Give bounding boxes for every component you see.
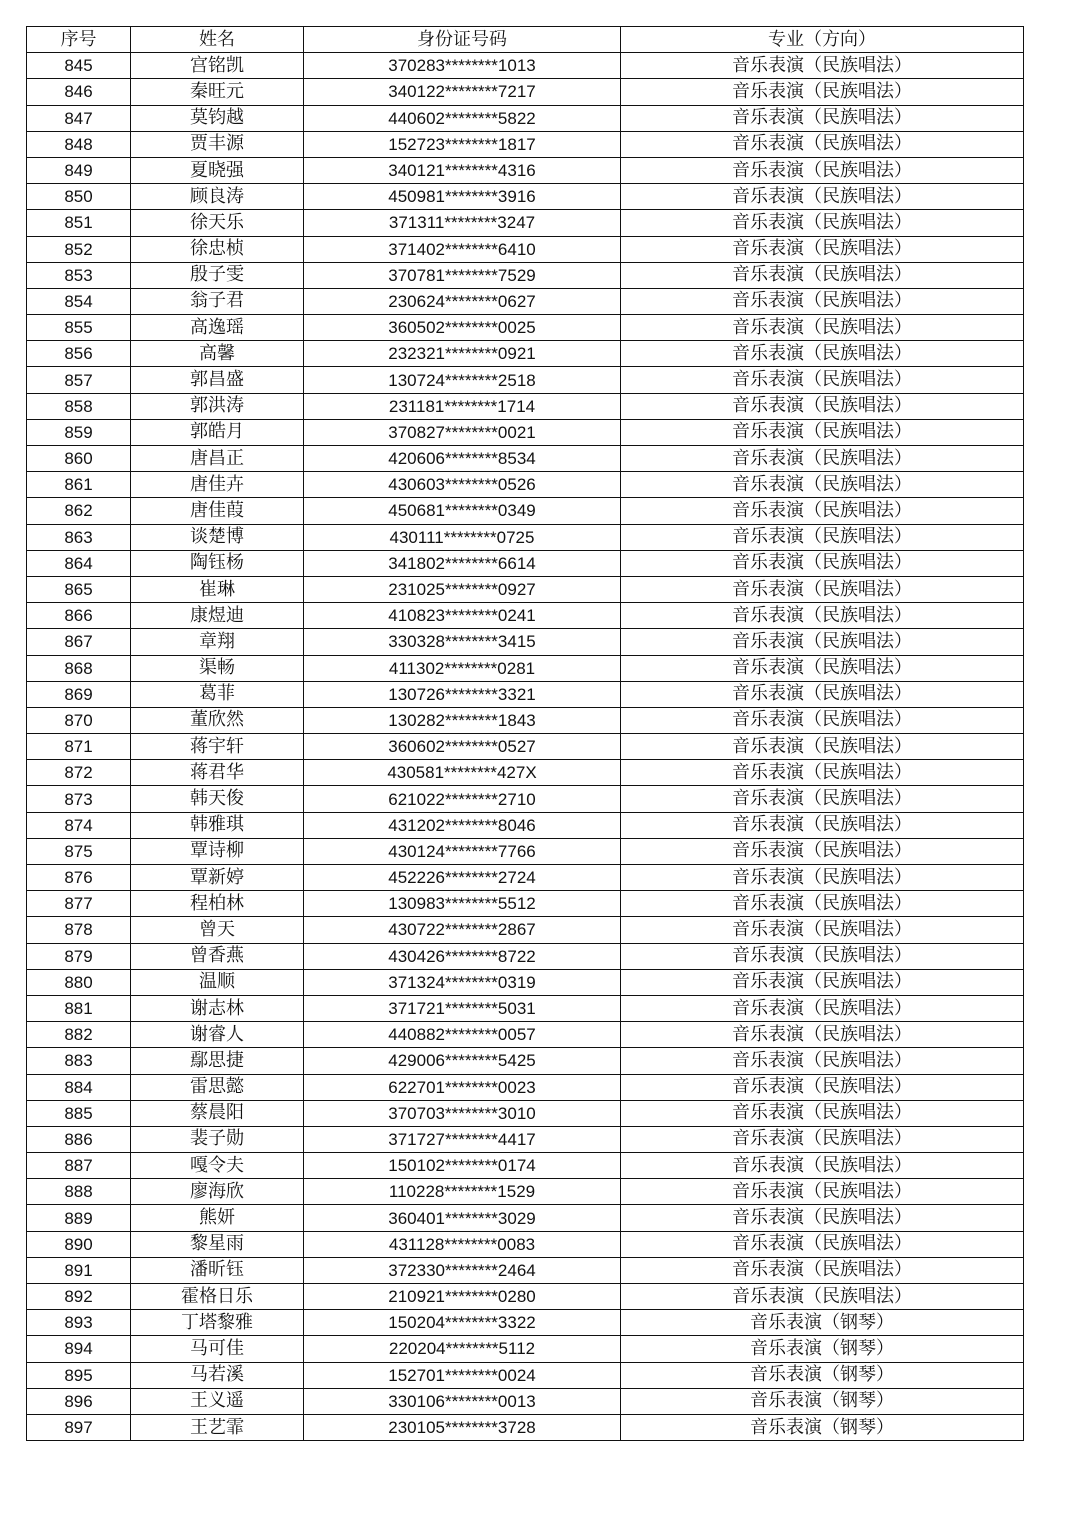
cell-id-number: 431202********8046 [304,812,621,838]
cell-serial-number: 849 [27,157,131,183]
cell-major: 音乐表演（民族唱法） [621,865,1024,891]
cell-id-number: 430722********2867 [304,917,621,943]
cell-name: 廖海欣 [131,1179,304,1205]
header-serial-number: 序号 [27,27,131,53]
cell-major: 音乐表演（民族唱法） [621,891,1024,917]
table-row [27,1388,1024,1414]
cell-name: 熊妍 [131,1205,304,1231]
cell-id-number: 430111********0725 [304,524,621,550]
cell-serial-number: 864 [27,550,131,576]
table-row [27,1310,1024,1336]
cell-major: 音乐表演（民族唱法） [621,184,1024,210]
table-row [27,891,1024,917]
cell-id-number: 450681********0349 [304,498,621,524]
cell-serial-number: 871 [27,734,131,760]
cell-name: 曾天 [131,917,304,943]
cell-id-number: 360502********0025 [304,315,621,341]
cell-serial-number: 869 [27,681,131,707]
cell-id-number: 340122********7217 [304,79,621,105]
cell-serial-number: 890 [27,1231,131,1257]
cell-id-number: 440882********0057 [304,1022,621,1048]
cell-name: 谢志林 [131,995,304,1021]
cell-serial-number: 846 [27,79,131,105]
table-row [27,472,1024,498]
table-row [27,734,1024,760]
cell-id-number: 152723********1817 [304,131,621,157]
cell-serial-number: 893 [27,1310,131,1336]
cell-name: 霍格日乐 [131,1284,304,1310]
cell-major: 音乐表演（民族唱法） [621,1100,1024,1126]
cell-id-number: 371311********3247 [304,210,621,236]
cell-serial-number: 861 [27,472,131,498]
cell-serial-number: 872 [27,760,131,786]
table-row [27,524,1024,550]
cell-name: 郭皓月 [131,419,304,445]
table-row [27,1205,1024,1231]
cell-name: 莫钧越 [131,105,304,131]
cell-major: 音乐表演（民族唱法） [621,1257,1024,1283]
table-row [27,1126,1024,1152]
cell-serial-number: 851 [27,210,131,236]
table-row [27,603,1024,629]
cell-id-number: 130726********3321 [304,681,621,707]
cell-id-number: 430124********7766 [304,838,621,864]
cell-serial-number: 855 [27,315,131,341]
cell-serial-number: 886 [27,1126,131,1152]
cell-major: 音乐表演（民族唱法） [621,341,1024,367]
cell-name: 秦旺元 [131,79,304,105]
cell-serial-number: 856 [27,341,131,367]
table-row [27,262,1024,288]
cell-serial-number: 862 [27,498,131,524]
table-row [27,53,1024,79]
cell-id-number: 232321********0921 [304,341,621,367]
cell-name: 夏晓强 [131,157,304,183]
cell-serial-number: 865 [27,576,131,602]
cell-major: 音乐表演（民族唱法） [621,917,1024,943]
cell-major: 音乐表演（民族唱法） [621,734,1024,760]
table-row [27,550,1024,576]
cell-name: 王艺霏 [131,1414,304,1440]
table-row [27,315,1024,341]
cell-name: 郭昌盛 [131,367,304,393]
cell-serial-number: 879 [27,943,131,969]
cell-major: 音乐表演（民族唱法） [621,707,1024,733]
cell-id-number: 440602********5822 [304,105,621,131]
cell-name: 鄢思捷 [131,1048,304,1074]
cell-serial-number: 858 [27,393,131,419]
cell-serial-number: 868 [27,655,131,681]
cell-major: 音乐表演（民族唱法） [621,576,1024,602]
table-row [27,1414,1024,1440]
cell-id-number: 220204********5112 [304,1336,621,1362]
table-row [27,943,1024,969]
cell-id-number: 420606********8534 [304,446,621,472]
cell-id-number: 371324********0319 [304,969,621,995]
table-row [27,917,1024,943]
cell-id-number: 431128********0083 [304,1231,621,1257]
table-row [27,681,1024,707]
cell-id-number: 622701********0023 [304,1074,621,1100]
cell-name: 贾丰源 [131,131,304,157]
cell-id-number: 340121********4316 [304,157,621,183]
cell-major: 音乐表演（民族唱法） [621,288,1024,314]
cell-serial-number: 870 [27,707,131,733]
cell-id-number: 370703********3010 [304,1100,621,1126]
cell-name: 顾良涛 [131,184,304,210]
table-row [27,1231,1024,1257]
cell-id-number: 152701********0024 [304,1362,621,1388]
cell-name: 章翔 [131,629,304,655]
cell-serial-number: 891 [27,1257,131,1283]
table-row [27,105,1024,131]
cell-name: 殷子雯 [131,262,304,288]
cell-name: 嘎令夫 [131,1153,304,1179]
table-row [27,184,1024,210]
cell-major: 音乐表演（民族唱法） [621,603,1024,629]
cell-serial-number: 857 [27,367,131,393]
cell-serial-number: 877 [27,891,131,917]
table-row [27,367,1024,393]
cell-major: 音乐表演（钢琴） [621,1388,1024,1414]
cell-serial-number: 859 [27,419,131,445]
cell-serial-number: 882 [27,1022,131,1048]
cell-major: 音乐表演（民族唱法） [621,1205,1024,1231]
cell-serial-number: 873 [27,786,131,812]
cell-major: 音乐表演（钢琴） [621,1414,1024,1440]
cell-serial-number: 888 [27,1179,131,1205]
cell-name: 蒋宇轩 [131,734,304,760]
table-row [27,838,1024,864]
cell-major: 音乐表演（民族唱法） [621,236,1024,262]
table-row [27,865,1024,891]
table-row [27,1336,1024,1362]
cell-id-number: 130282********1843 [304,707,621,733]
cell-id-number: 330106********0013 [304,1388,621,1414]
cell-major: 音乐表演（民族唱法） [621,446,1024,472]
cell-serial-number: 847 [27,105,131,131]
cell-major: 音乐表演（民族唱法） [621,498,1024,524]
cell-serial-number: 875 [27,838,131,864]
cell-name: 王义遥 [131,1388,304,1414]
cell-name: 董欣然 [131,707,304,733]
header-id-number: 身份证号码 [304,27,621,53]
cell-id-number: 370781********7529 [304,262,621,288]
cell-major: 音乐表演（钢琴） [621,1310,1024,1336]
table-row [27,157,1024,183]
cell-id-number: 370827********0021 [304,419,621,445]
cell-serial-number: 867 [27,629,131,655]
cell-id-number: 230624********0627 [304,288,621,314]
cell-name: 蒋君华 [131,760,304,786]
cell-name: 程柏林 [131,891,304,917]
cell-major: 音乐表演（民族唱法） [621,1022,1024,1048]
cell-major: 音乐表演（民族唱法） [621,524,1024,550]
cell-name: 徐忠桢 [131,236,304,262]
cell-major: 音乐表演（民族唱法） [621,105,1024,131]
cell-major: 音乐表演（民族唱法） [621,629,1024,655]
cell-id-number: 231181********1714 [304,393,621,419]
table-row [27,812,1024,838]
cell-id-number: 371721********5031 [304,995,621,1021]
cell-serial-number: 889 [27,1205,131,1231]
table-row [27,1284,1024,1310]
cell-id-number: 360602********0527 [304,734,621,760]
cell-major: 音乐表演（民族唱法） [621,969,1024,995]
cell-id-number: 410823********0241 [304,603,621,629]
cell-major: 音乐表演（民族唱法） [621,550,1024,576]
cell-id-number: 452226********2724 [304,865,621,891]
header-row [27,27,1024,53]
cell-id-number: 430603********0526 [304,472,621,498]
cell-serial-number: 897 [27,1414,131,1440]
cell-name: 覃诗柳 [131,838,304,864]
cell-major: 音乐表演（民族唱法） [621,1074,1024,1100]
cell-serial-number: 883 [27,1048,131,1074]
cell-name: 渠畅 [131,655,304,681]
table-row [27,446,1024,472]
cell-name: 崔琳 [131,576,304,602]
cell-id-number: 371727********4417 [304,1126,621,1152]
table-row [27,1100,1024,1126]
cell-id-number: 371402********6410 [304,236,621,262]
table-row [27,1179,1024,1205]
cell-major: 音乐表演（民族唱法） [621,419,1024,445]
cell-id-number: 450981********3916 [304,184,621,210]
cell-serial-number: 880 [27,969,131,995]
cell-id-number: 130724********2518 [304,367,621,393]
cell-major: 音乐表演（民族唱法） [621,681,1024,707]
table-row [27,498,1024,524]
table-row [27,995,1024,1021]
cell-serial-number: 850 [27,184,131,210]
cell-serial-number: 863 [27,524,131,550]
cell-id-number: 230105********3728 [304,1414,621,1440]
cell-id-number: 621022********2710 [304,786,621,812]
header-major: 专业（方向） [621,27,1024,53]
table-row [27,576,1024,602]
cell-name: 葛菲 [131,681,304,707]
table-row [27,1362,1024,1388]
cell-name: 裴子勋 [131,1126,304,1152]
roster-table [26,26,1024,1441]
table-row [27,131,1024,157]
cell-name: 谈楚博 [131,524,304,550]
cell-name: 覃新婷 [131,865,304,891]
table-row [27,210,1024,236]
cell-serial-number: 854 [27,288,131,314]
cell-serial-number: 853 [27,262,131,288]
cell-major: 音乐表演（钢琴） [621,1362,1024,1388]
cell-major: 音乐表演（民族唱法） [621,760,1024,786]
cell-name: 唐佳葭 [131,498,304,524]
cell-name: 宫铭凯 [131,53,304,79]
cell-id-number: 430426********8722 [304,943,621,969]
cell-name: 蔡晨阳 [131,1100,304,1126]
cell-id-number: 210921********0280 [304,1284,621,1310]
cell-id-number: 341802********6614 [304,550,621,576]
cell-name: 陶钰杨 [131,550,304,576]
cell-serial-number: 885 [27,1100,131,1126]
cell-serial-number: 887 [27,1153,131,1179]
cell-id-number: 430581********427X [304,760,621,786]
cell-major: 音乐表演（民族唱法） [621,1153,1024,1179]
cell-id-number: 130983********5512 [304,891,621,917]
cell-serial-number: 895 [27,1362,131,1388]
cell-id-number: 411302********0281 [304,655,621,681]
table-row [27,1048,1024,1074]
table-row [27,629,1024,655]
header-name: 姓名 [131,27,304,53]
cell-name: 徐天乐 [131,210,304,236]
cell-major: 音乐表演（民族唱法） [621,1179,1024,1205]
table-row [27,969,1024,995]
cell-serial-number: 896 [27,1388,131,1414]
cell-major: 音乐表演（民族唱法） [621,472,1024,498]
roster-body [27,53,1024,1441]
cell-major: 音乐表演（民族唱法） [621,367,1024,393]
cell-name: 黎星雨 [131,1231,304,1257]
table-row [27,786,1024,812]
cell-major: 音乐表演（民族唱法） [621,1284,1024,1310]
cell-name: 马若溪 [131,1362,304,1388]
table-row [27,760,1024,786]
cell-major: 音乐表演（民族唱法） [621,1048,1024,1074]
cell-serial-number: 874 [27,812,131,838]
table-row [27,1022,1024,1048]
cell-major: 音乐表演（民族唱法） [621,1231,1024,1257]
table-row [27,288,1024,314]
cell-name: 韩雅琪 [131,812,304,838]
cell-name: 郭洪涛 [131,393,304,419]
cell-name: 雷思懿 [131,1074,304,1100]
cell-major: 音乐表演（钢琴） [621,1336,1024,1362]
cell-id-number: 110228********1529 [304,1179,621,1205]
cell-name: 高逸瑶 [131,315,304,341]
cell-id-number: 330328********3415 [304,629,621,655]
cell-serial-number: 881 [27,995,131,1021]
cell-serial-number: 848 [27,131,131,157]
cell-name: 谢睿人 [131,1022,304,1048]
cell-major: 音乐表演（民族唱法） [621,210,1024,236]
cell-id-number: 150102********0174 [304,1153,621,1179]
cell-serial-number: 845 [27,53,131,79]
table-row [27,393,1024,419]
cell-name: 康煜迪 [131,603,304,629]
table-row [27,1257,1024,1283]
cell-serial-number: 852 [27,236,131,262]
cell-major: 音乐表演（民族唱法） [621,79,1024,105]
cell-serial-number: 866 [27,603,131,629]
cell-name: 丁塔黎雅 [131,1310,304,1336]
cell-name: 唐佳卉 [131,472,304,498]
cell-major: 音乐表演（民族唱法） [621,812,1024,838]
cell-name: 马可佳 [131,1336,304,1362]
cell-name: 翁子君 [131,288,304,314]
cell-major: 音乐表演（民族唱法） [621,655,1024,681]
table-row [27,341,1024,367]
cell-name: 曾香燕 [131,943,304,969]
table-row [27,655,1024,681]
cell-major: 音乐表演（民族唱法） [621,838,1024,864]
cell-name: 高馨 [131,341,304,367]
cell-major: 音乐表演（民族唱法） [621,262,1024,288]
cell-major: 音乐表演（民族唱法） [621,995,1024,1021]
cell-serial-number: 884 [27,1074,131,1100]
cell-serial-number: 878 [27,917,131,943]
cell-id-number: 370283********1013 [304,53,621,79]
cell-id-number: 429006********5425 [304,1048,621,1074]
table-row [27,707,1024,733]
cell-major: 音乐表演（民族唱法） [621,943,1024,969]
cell-major: 音乐表演（民族唱法） [621,393,1024,419]
cell-id-number: 360401********3029 [304,1205,621,1231]
cell-serial-number: 894 [27,1336,131,1362]
cell-major: 音乐表演（民族唱法） [621,131,1024,157]
cell-name: 潘昕钰 [131,1257,304,1283]
cell-major: 音乐表演（民族唱法） [621,157,1024,183]
table-row [27,236,1024,262]
cell-id-number: 150204********3322 [304,1310,621,1336]
table-row [27,419,1024,445]
cell-id-number: 372330********2464 [304,1257,621,1283]
cell-name: 温顺 [131,969,304,995]
cell-major: 音乐表演（民族唱法） [621,1126,1024,1152]
cell-name: 唐昌正 [131,446,304,472]
table-row [27,1153,1024,1179]
cell-serial-number: 876 [27,865,131,891]
cell-major: 音乐表演（民族唱法） [621,53,1024,79]
cell-serial-number: 860 [27,446,131,472]
table-row [27,79,1024,105]
cell-id-number: 231025********0927 [304,576,621,602]
cell-serial-number: 892 [27,1284,131,1310]
cell-major: 音乐表演（民族唱法） [621,315,1024,341]
cell-major: 音乐表演（民族唱法） [621,786,1024,812]
table-row [27,1074,1024,1100]
cell-name: 韩天俊 [131,786,304,812]
